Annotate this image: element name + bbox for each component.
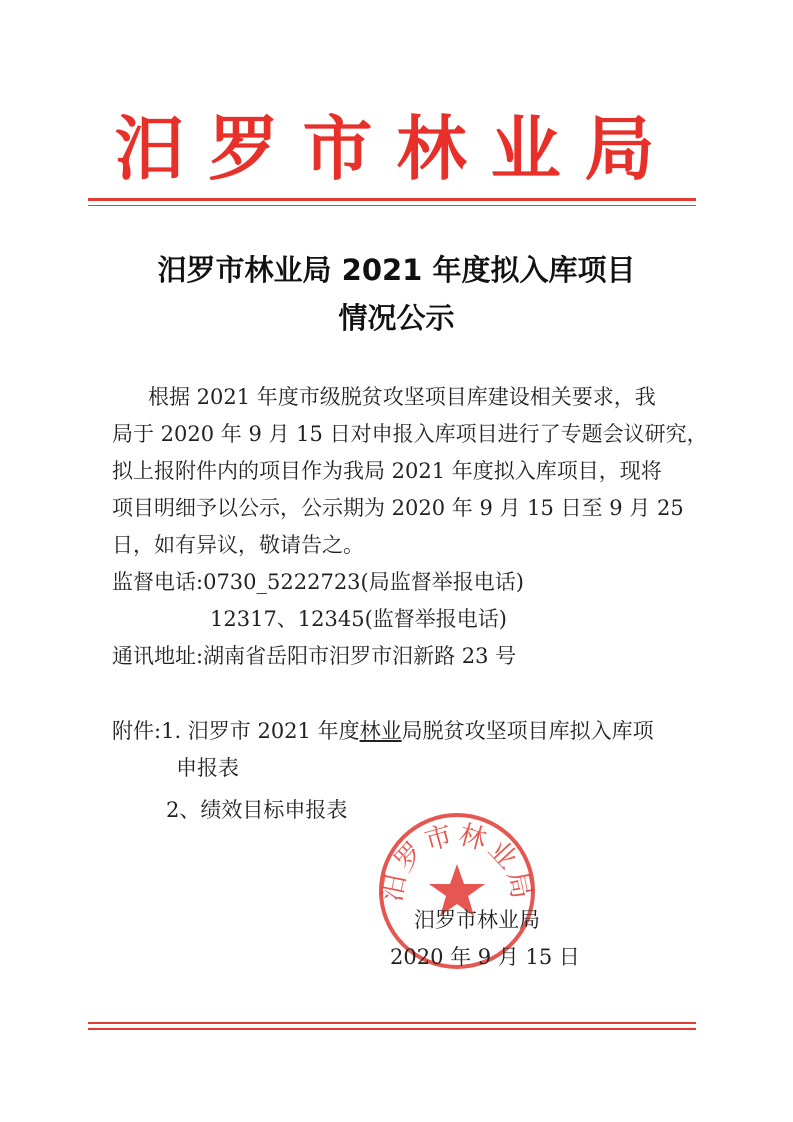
- body-line-1: 根据 2021 年度市级脱贫攻坚项目库建设相关要求，我: [148, 385, 656, 409]
- body-line-2: 局于 2020 年 9 月 15 日对申报入库项目进行了专题会议研究，: [112, 422, 708, 446]
- footer-rule-bottom: [88, 1028, 696, 1030]
- masthead-rule-thick: [88, 198, 696, 201]
- phone-secondary: 12317、12345(监督举报电话): [210, 607, 507, 631]
- body-line-4: 项目明细予以公示，公示期为 2020 年 9 月 15 日至 9 月 25: [112, 496, 684, 520]
- attachment-1-suffix: 局脱贫攻坚项目库拟入库项: [401, 719, 654, 743]
- seal-text: 汨罗市林业局: [376, 819, 538, 905]
- attachments-label: 附件:: [112, 719, 162, 743]
- body-line-3: 拟上报附件内的项目作为我局 2021 年度拟入库项目，现将: [112, 459, 662, 483]
- phone-label: 监督电话:: [112, 570, 204, 594]
- document-title-line1: 汨罗市林业局 2021 年度拟入库项目: [157, 253, 636, 287]
- address-row: [112, 641, 516, 671]
- phone-row: [112, 567, 524, 597]
- signature-org: 汨罗市林业局: [414, 908, 540, 932]
- address-value: 湖南省岳阳市汨罗市汨新路 23 号: [203, 644, 517, 668]
- attachment-item-2: 2、绩效目标申报表: [166, 798, 348, 822]
- attachment-1-underlined: 林业: [359, 719, 402, 743]
- address-label: 通讯地址:: [112, 644, 204, 668]
- masthead-rule-thin: [88, 205, 696, 206]
- phone-primary: 0730_5222723(局监督举报电话): [203, 570, 524, 594]
- masthead-title: 汨罗市林业局: [114, 108, 679, 190]
- body-line-5: 日，如有异议，敬请告之。: [112, 533, 364, 557]
- footer-rule-top: [88, 1022, 696, 1024]
- attachment-item-1: [112, 716, 654, 746]
- attachment-item-1-continued: 申报表: [176, 756, 239, 780]
- document-title-line2: 情况公示: [338, 301, 455, 335]
- attachment-1-prefix: 1. 汨罗市 2021 年度: [161, 719, 360, 743]
- signature-date: 2020 年 9 月 15 日: [390, 945, 580, 969]
